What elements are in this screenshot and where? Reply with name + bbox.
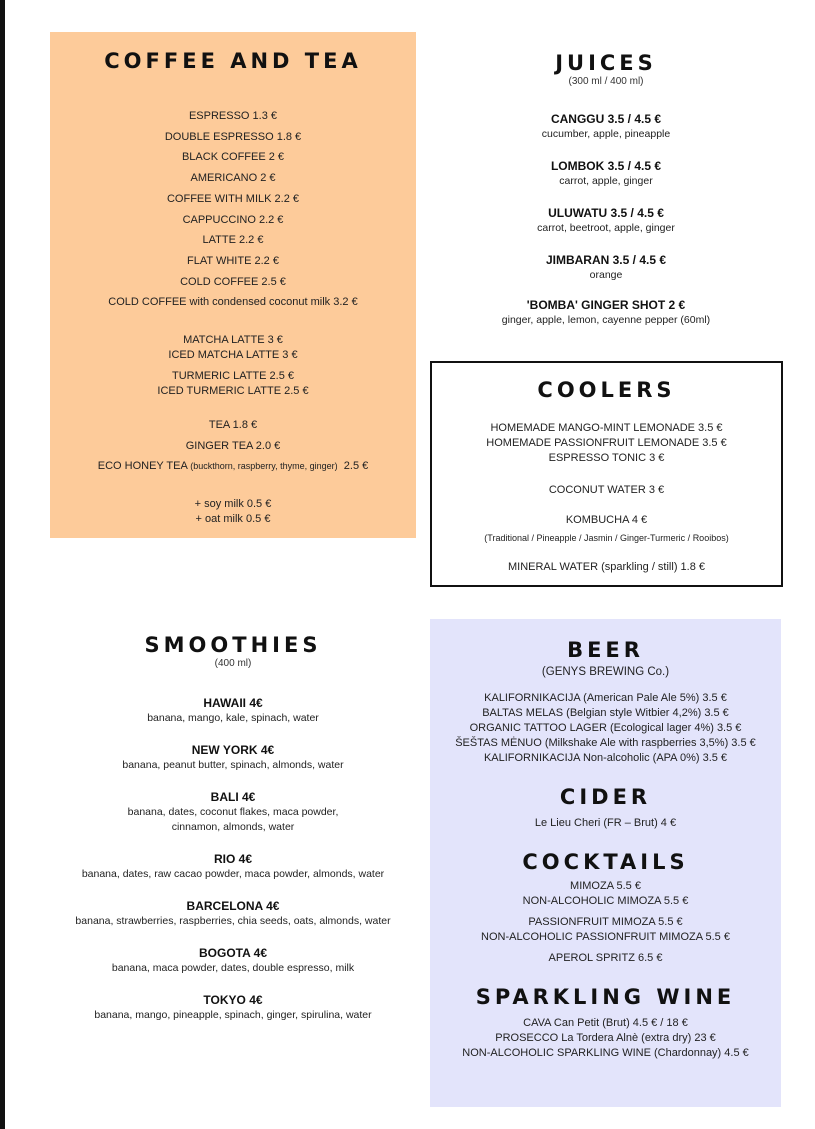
smoothie-ingredients: banana, dates, coconut flakes, maca powder, cinnamon, almonds, water: [127, 806, 339, 833]
juice-ingredients: ginger, apple, lemon, cayenne pepper (60ml): [501, 314, 711, 326]
cocktail-non-alcoholic-passionfruit-mimoza: NON-ALCOHOLIC PASSIONFRUIT MIMOZA 5.5 €: [481, 931, 730, 943]
left-edge-divider: [0, 0, 5, 1129]
cider-le-lieu-cheri: Le Lieu Cheri (FR – Brut) 4 €: [534, 817, 677, 829]
smoothie-ingredients: banana, maca powder, dates, double espresso, milk: [111, 962, 355, 974]
coolers-section: [430, 361, 783, 587]
smoothie-barcelona: [50, 898, 416, 929]
cooler-coconut-water: COCONUT WATER 3 €: [548, 484, 665, 496]
cocktail-non-alcoholic-mimoza: NON-ALCOHOLIC MIMOZA 5.5 €: [522, 895, 689, 907]
beer-sestas-menuo: ŠEŠTAS MĖNUO (Milkshake Ale with raspberries 3,5%) 3.5 €: [455, 737, 756, 749]
juices-title: JUICES: [555, 51, 657, 75]
smoothie-hawaii: [50, 695, 416, 726]
smoothie-ingredients: banana, mango, kale, spinach, water: [147, 712, 319, 724]
beer-organic-tattoo-lager: ORGANIC TATTOO LAGER (Ecological lager 4%) 3.5 €: [469, 722, 742, 734]
cooler-mango-mint-lemonade: HOMEMADE MANGO-MINT LEMONADE 3.5 €: [490, 422, 723, 434]
menu-item-iced-matcha-latte: ICED MATCHA LATTE 3 €: [168, 349, 298, 362]
sparkling-non-alcoholic: NON-ALCOHOLIC SPARKLING WINE (Chardonnay) 4.5 €: [462, 1047, 749, 1059]
menu-item-matcha-latte: MATCHA LATTE 3 €: [183, 334, 283, 347]
menu-item-tea: TEA 1.8 €: [208, 419, 258, 432]
alcohol-section: [430, 619, 781, 1107]
menu-item-cold-coffee: COLD COFFEE 2.5 €: [180, 275, 286, 288]
menu-item-americano: AMERICANO 2 €: [190, 172, 276, 185]
smoothie-name: BARCELONA 4€: [186, 899, 280, 913]
cocktails-title: COCKTAILS: [522, 850, 689, 874]
menu-item-cappuccino: CAPPUCCINO 2.2 €: [182, 213, 284, 226]
juice-lombok: [430, 158, 782, 189]
juices-section: [430, 32, 782, 352]
smoothie-ingredients: banana, mango, pineapple, spinach, ginger, spirulina, water: [94, 1009, 372, 1021]
smoothie-name: TOKYO 4€: [203, 993, 263, 1007]
smoothie-bali: [50, 789, 416, 835]
juice-canggu: [430, 111, 782, 142]
cooler-espresso-tonic: ESPRESSO TONIC 3 €: [548, 452, 665, 464]
addon-soy-milk: + soy milk 0.5 €: [194, 498, 272, 511]
juice-name: LOMBOK 3.5 / 4.5 €: [550, 159, 662, 173]
menu-item-double-espresso: DOUBLE ESPRESSO 1.8 €: [164, 130, 302, 143]
smoothie-ingredients: banana, dates, raw cacao powder, maca powder, almonds, water: [81, 868, 385, 880]
sparkling-wine-title: SPARKLING WINE: [475, 985, 736, 1009]
juice-jimbaran: [430, 252, 782, 283]
beer-title: BEER: [567, 638, 644, 662]
smoothie-bogota: [50, 945, 416, 976]
menu-item-ginger-tea: GINGER TEA 2.0 €: [185, 439, 281, 452]
smoothies-subtitle: (400 ml): [214, 658, 252, 669]
menu-item-black-coffee: BLACK COFFEE 2 €: [181, 151, 285, 164]
menu-item-iced-turmeric-latte: ICED TURMERIC LATTE 2.5 €: [157, 385, 309, 398]
smoothie-new-york: [50, 742, 416, 773]
cocktail-aperol-spritz: APEROL SPRITZ 6.5 €: [548, 952, 663, 964]
cocktail-passionfruit-mimoza: PASSIONFRUIT MIMOZA 5.5 €: [528, 916, 683, 928]
smoothies-section: [50, 620, 416, 1100]
sparkling-cava: CAVA Can Petit (Brut) 4.5 € / 18 €: [523, 1017, 688, 1029]
juice-name: 'BOMBA' GINGER SHOT 2 €: [526, 298, 686, 312]
juice-name: ULUWATU 3.5 / 4.5 €: [548, 206, 664, 220]
kombucha-flavours: (Traditional / Pineapple / Jasmin / Ginger-Turmeric / Rooibos): [484, 533, 729, 543]
cider-title: CIDER: [559, 785, 652, 809]
menu-item-cold-coffee-coconut: COLD COFFEE with condensed coconut milk 3.2 €: [108, 296, 358, 309]
juice-ingredients: carrot, apple, ginger: [559, 175, 653, 187]
smoothie-name: NEW YORK 4€: [191, 743, 275, 757]
beer-baltas-melas: BALTAS MELAS (Belgian style Witbier 4,2%) 3.5 €: [482, 707, 729, 719]
smoothie-rio: [50, 851, 416, 882]
juice-ingredients: cucumber, apple, pineapple: [541, 128, 671, 140]
juices-subtitle: (300 ml / 400 ml): [568, 76, 644, 87]
juice-ingredients: orange: [589, 269, 623, 281]
smoothies-title: SMOOTHIES: [144, 633, 322, 657]
menu-item-latte: LATTE 2.2 €: [202, 234, 264, 247]
menu-item-turmeric-latte: TURMERIC LATTE 2.5 €: [171, 370, 295, 383]
menu-item-coffee-with-milk: COFFEE WITH MILK 2.2 €: [166, 192, 300, 205]
menu-item-espresso: ESPRESSO 1.3 €: [188, 110, 278, 122]
beer-kalifornikacija-non-alcoholic: KALIFORNIKACIJA Non-alcoholic (APA 0%) 3.5 €: [483, 752, 728, 764]
juice-name: JIMBARAN 3.5 / 4.5 €: [545, 253, 667, 267]
coffee-and-tea-section: [50, 32, 416, 538]
menu-item-flat-white: FLAT WHITE 2.2 €: [187, 254, 279, 267]
menu-item-eco-honey-tea: [50, 456, 416, 477]
addon-oat-milk: + oat milk 0.5 €: [195, 513, 271, 526]
cooler-kombucha: KOMBUCHA 4 €: [565, 514, 648, 526]
cooler-mineral-water: MINERAL WATER (sparkling / still) 1.8 €: [507, 561, 706, 573]
eco-honey-tea-price: 2.5 €: [343, 460, 369, 473]
smoothie-name: BALI 4€: [210, 790, 256, 804]
cooler-passionfruit-lemonade: HOMEMADE PASSIONFRUIT LEMONADE 3.5 €: [486, 437, 727, 449]
smoothie-name: RIO 4€: [213, 852, 252, 866]
sparkling-prosecco: PROSECCO La Tordera Alnè (extra dry) 23 €: [495, 1032, 716, 1044]
juice-bomba-ginger-shot: [430, 297, 782, 328]
coolers-title: COOLERS: [537, 378, 676, 402]
juice-name: CANGGU 3.5 / 4.5 €: [550, 112, 662, 126]
coffee-title: COFFEE AND TEA: [104, 49, 362, 73]
juice-uluwatu: [430, 205, 782, 236]
beer-subtitle: (GENYS BREWING Co.): [541, 666, 670, 678]
cocktail-mimoza: MIMOZA 5.5 €: [570, 880, 641, 892]
smoothie-ingredients: banana, strawberries, raspberries, chia seeds, oats, almonds, water: [75, 915, 391, 927]
juice-ingredients: carrot, beetroot, apple, ginger: [537, 222, 675, 234]
eco-honey-tea-name: ECO HONEY TEA: [97, 460, 188, 473]
smoothie-ingredients: banana, peanut butter, spinach, almonds, water: [122, 759, 344, 771]
beer-kalifornikacija: KALIFORNIKACIJA (American Pale Ale 5%) 3.5 €: [484, 692, 727, 704]
eco-honey-tea-ingredients: (buckthorn, raspberry, thyme, ginger): [190, 461, 338, 472]
smoothie-name: BOGOTA 4€: [198, 946, 267, 960]
smoothie-tokyo: [50, 992, 416, 1023]
smoothie-name: HAWAII 4€: [203, 696, 263, 710]
